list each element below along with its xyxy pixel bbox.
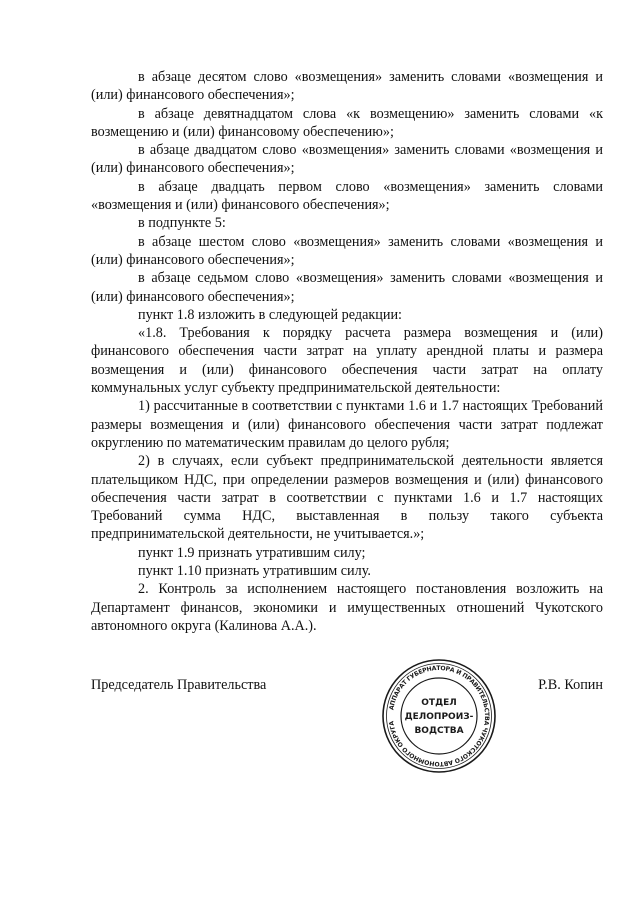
paragraph: в абзаце шестом слово «возмещения» заменить словами «возмещения и (или) финансового обеспечения»; bbox=[91, 233, 603, 268]
official-stamp bbox=[380, 657, 498, 775]
stamp-ring-text: АППАРАТ ГУБЕРНАТОРА И ПРАВИТЕЛЬСТВА ЧУКОТСКОГО АВТОНОМНОГО ОКРУГА bbox=[388, 664, 491, 768]
paragraph: в абзаце двадцатом слово «возмещения» заменить словами «возмещения и (или) финансового обеспечения»; bbox=[91, 142, 603, 177]
paragraph: в абзаце десятом слово «возмещения» заменить словами «возмещения и (или) финансового обеспечения»; bbox=[91, 69, 603, 104]
paragraph: в подпункте 5: bbox=[138, 215, 226, 232]
paragraph: в абзаце двадцать первом слово «возмещения» заменить словами «возмещения и (или) финансового обеспечения»; bbox=[91, 178, 603, 214]
signer-name: Р.В. Копин bbox=[538, 677, 603, 693]
paragraph: «1.8. Требования к порядку расчета размера возмещения и (или) финансового обеспечения части затрат на уплату арендной платы и размера возмещения и (или) финансового обеспечения части затрат на оплату коммунальных услуг субъекту предпринимательской деятельности: bbox=[91, 325, 603, 397]
signature-block bbox=[91, 676, 603, 698]
stamp-center-line-3: ВОДСТВА bbox=[414, 726, 464, 736]
stamp-seal bbox=[380, 657, 498, 775]
paragraph: в абзаце седьмом слово «возмещения» заменить словами «возмещения и (или) финансового обеспечения»; bbox=[91, 270, 603, 305]
paragraph: 2. Контроль за исполнением настоящего постановления возложить на Департамент финансов, экономики и имущественных отношений Чукотского автономного округа (Калинова А.А.). bbox=[91, 581, 603, 634]
paragraph: в абзаце девятнадцатом слова «к возмещению» заменить словами «к возмещению и (или) финансовому обеспечению»; bbox=[91, 105, 603, 140]
paragraph: 1) рассчитанные в соответствии с пунктами 1.6 и 1.7 настоящих Требований размеры возмещения и (или) финансового обеспечения части затрат подлежат округлению по математическим правилам до целого рубля; bbox=[91, 398, 603, 451]
paragraph: пункт 1.10 признать утратившим силу. bbox=[138, 563, 371, 580]
signer-title: Председатель Правительства bbox=[91, 677, 267, 693]
document-body bbox=[91, 68, 603, 635]
paragraph: 2) в случаях, если субъект предпринимательской деятельности является плательщиком НДС, при определении размеров возмещения и (или) финансового обеспечения части затрат в соответствии с пунктами 1.6 и 1.7 настоящих Требований сумма НДС, выставленная в пользу такого субъекта предпринимательской деятельности, не учитывается.»; bbox=[91, 453, 603, 543]
paragraph: пункт 1.8 изложить в следующей редакции: bbox=[138, 306, 402, 323]
stamp-center-line-2: ДЕЛОПРОИЗ- bbox=[404, 712, 474, 722]
paragraph: пункт 1.9 признать утратившим силу; bbox=[138, 544, 366, 561]
stamp-center-line-1: ОТДЕЛ bbox=[421, 698, 457, 708]
